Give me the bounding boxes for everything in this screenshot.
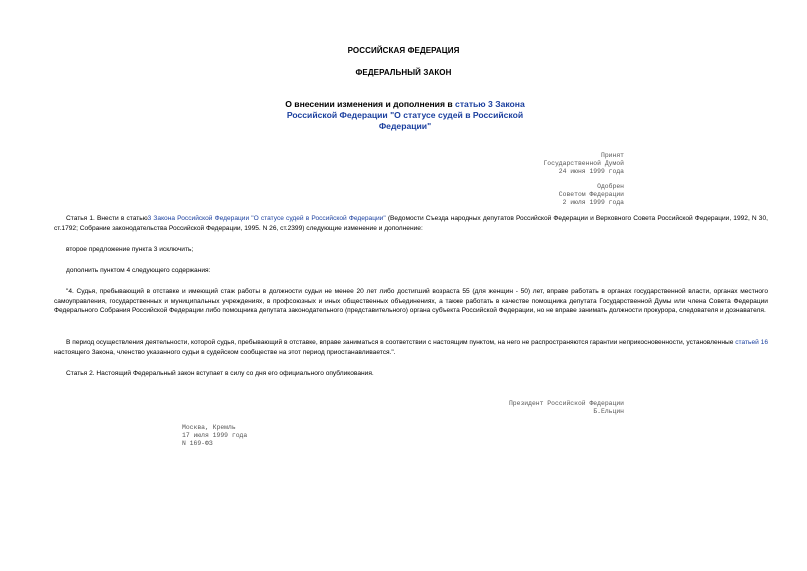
adopted-line2: Государственной Думой — [543, 160, 624, 167]
article-1-paragraph — [54, 214, 768, 233]
subject-text: О внесении изменения и дополнения в — [285, 99, 456, 109]
article-2-paragraph: Статья 2. Настоящий Федеральный закон вступает в силу со дня его официального опубликования. — [66, 370, 374, 377]
quote-2-rest: настоящего Закона, членство указанного судьи в судейском сообществе на этот период приостанавливается.". — [54, 348, 396, 356]
adopted-line3: 24 июня 1999 года — [558, 168, 624, 175]
adopted-block — [543, 152, 624, 176]
signature-block — [509, 400, 624, 416]
quote-paragraph-2 — [54, 338, 768, 357]
article-1-lead: Статья 1. Внести в статью — [66, 215, 148, 222]
signature-name: Б.Ельцин — [593, 408, 624, 415]
approved-line2: Советом Федерации — [558, 191, 624, 198]
article-1-link[interactable]: 3 Закона Российской Федерации "О статусе судей в Российской Федерации" — [147, 215, 386, 222]
item-1-paragraph: второе предложение пункта 3 исключить; — [66, 246, 194, 253]
article-1-rest: (Ведомости Съезда народных депутатов Российской Федерации и Верховного Совета Российской Федерации, 1992, N 30, ст.1792; Собрание законодательства Российской Федерации, 1995. N 26, ст.2399) следующие изменение и дополнение: — [54, 215, 768, 232]
doc-type-heading: ФЕДЕРАЛЬНЫЙ ЗАКОН — [355, 68, 452, 77]
item-2-paragraph: дополнить пунктом 4 следующего содержания: — [66, 267, 211, 274]
place-date-block — [182, 424, 247, 448]
approved-block — [559, 183, 624, 207]
quote-paragraph-1: "4. Судья, пребывающий в отставке и имеющий стаж работы в должности судьи не менее 20 лет либо достигший возраста 55 (для женщин - 50) лет, вправе работать в органах государственной власти, органах местного самоуправления, государственных и муниципальных учреждениях, в профсоюзных и иных общественных объединениях, а также работать в качестве помощника депутата Государственной Думы или члена Совета Федерации Федерального Собрания Российской Федерации либо помощника депутата законодательного (представительного) органа субъекта Российской Федерации, но не вправе занимать должности прокурора, следователя и дознавателя. — [54, 288, 768, 314]
place-line: Москва, Кремль — [182, 424, 236, 431]
law-subject-title — [270, 99, 540, 132]
date-line: 17 июля 1999 года — [182, 432, 248, 439]
country-heading: РОССИЙСКАЯ ФЕДЕРАЦИЯ — [347, 46, 460, 55]
law-number: N 169-ФЗ — [182, 440, 213, 447]
approved-line1: Одобрен — [597, 183, 624, 190]
subject-link[interactable]: статью 3 Закона Российской Федерации "О статусе судей в Российской Федерации" — [286, 99, 525, 131]
article-16-link[interactable]: статьей 16 — [735, 339, 768, 346]
adopted-line1: Принят — [600, 152, 624, 159]
quote-2-lead: В период осуществления деятельности, которой судья, пребывающий в отставке, вправе заниматься в соответствии с настоящим пунктом, на него не распространяются гарантии неприкосновенности, установленные — [66, 339, 736, 346]
signature-title: Президент Российской Федерации — [508, 400, 624, 407]
approved-line3: 2 июля 1999 года — [562, 199, 624, 206]
